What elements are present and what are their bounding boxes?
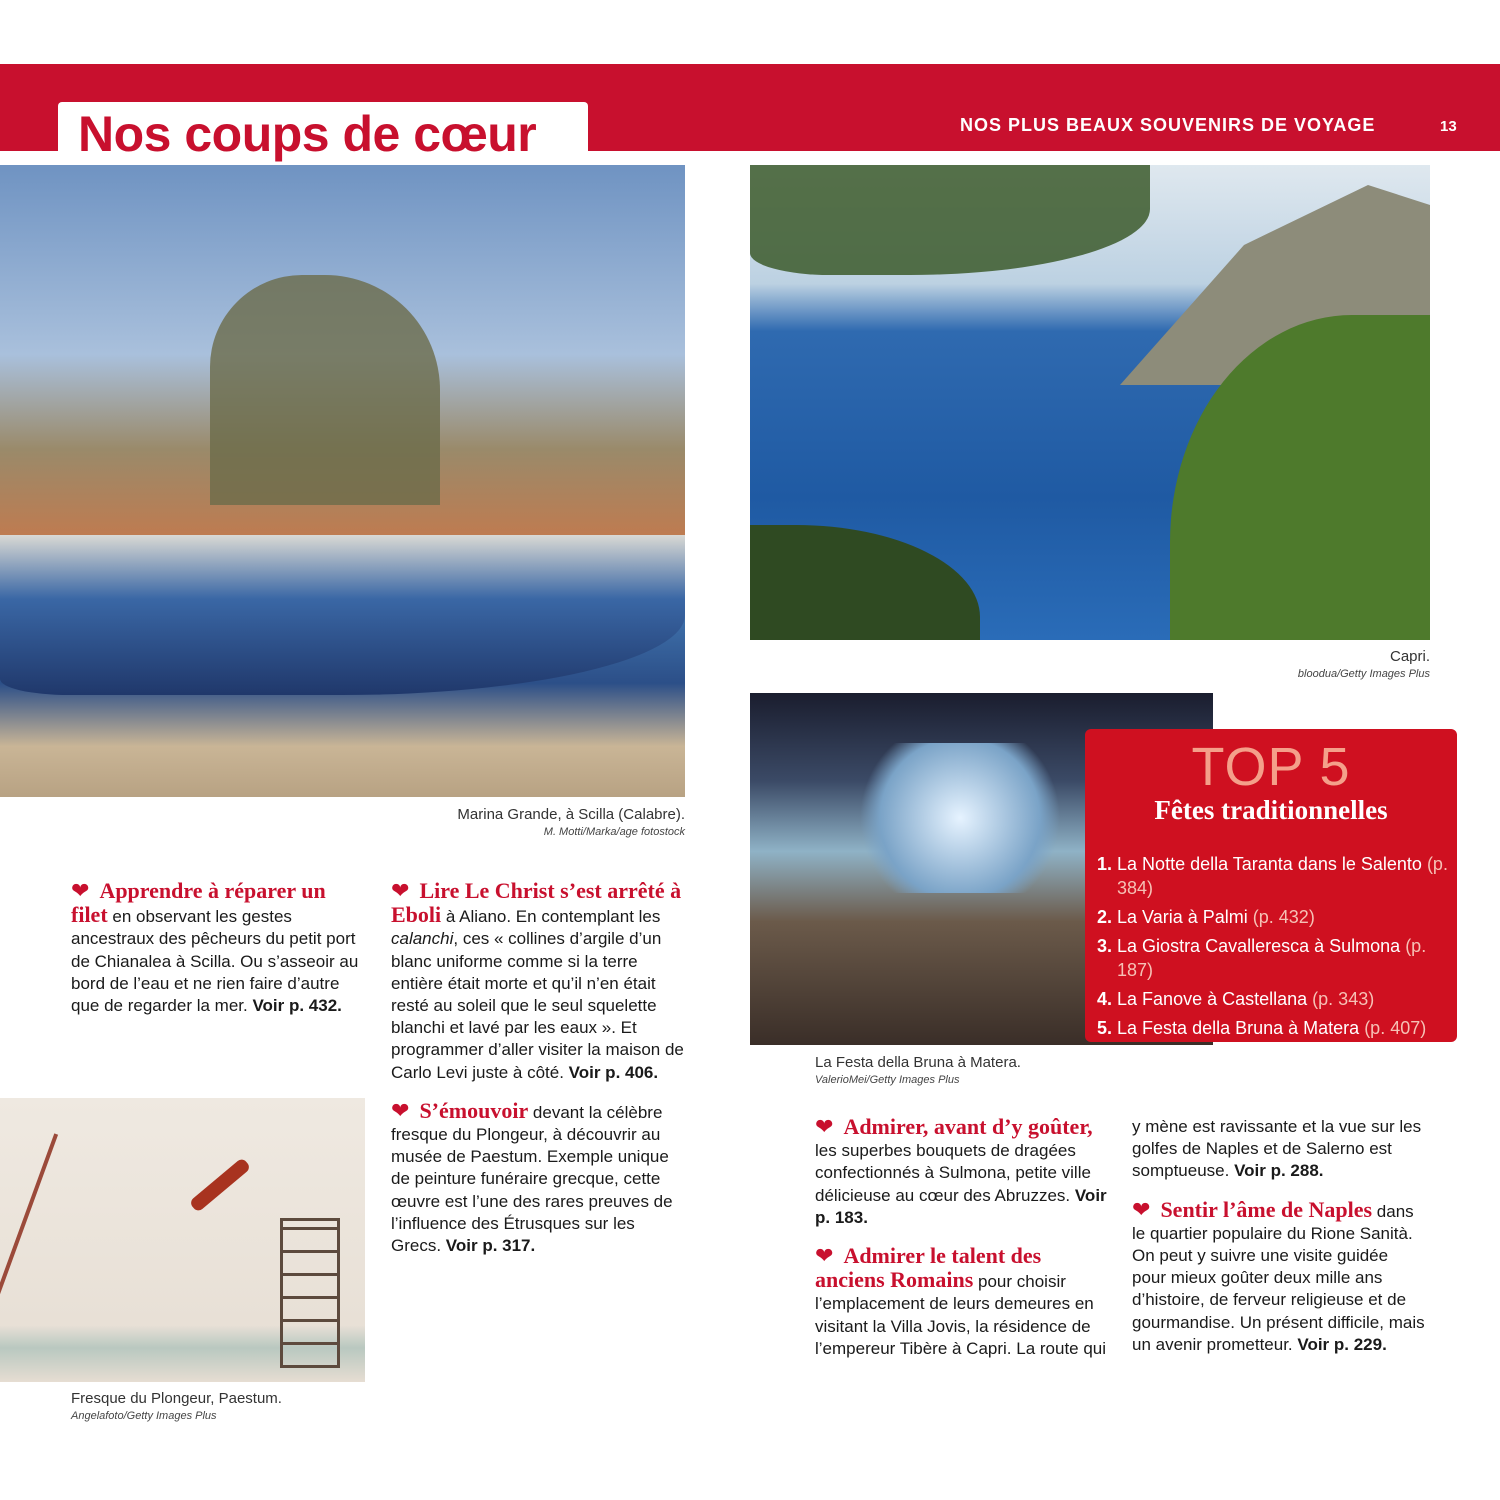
entry-title: Admirer le talent des anciens Romains [815, 1243, 1042, 1293]
entry-text: les superbes bouquets de dragées confectionnés à Sulmona, petite ville délicieuse au cœur des Abruzzes. [815, 1141, 1091, 1205]
item-label: La Giostra Cavalleresca à Sulmona [1117, 936, 1401, 956]
entry [391, 1097, 687, 1257]
top5-list [1097, 852, 1457, 1040]
scilla-photo [0, 165, 685, 797]
item-page: (p. 343) [1312, 989, 1375, 1009]
entry-ref: Voir p. 406. [568, 1062, 659, 1082]
heart-icon: ❤ [391, 1097, 410, 1123]
heart-icon: ❤ [71, 878, 90, 903]
capri-caption: Capri. [1389, 648, 1430, 665]
entry-title: Lire Le Christ s’est arrêté à Eboli [391, 878, 682, 928]
top5-item [1097, 905, 1457, 929]
page-title: Nos coups de cœur [78, 106, 537, 162]
text-column-2 [391, 880, 687, 1273]
scilla-credit: M. Motti/Marka/age fotostock [543, 826, 685, 838]
entry-text: devant la célèbre fresque du Plongeur, à découvrir au musée de Paestum. Exemple unique de peinture funéraire grecque, cette œuvre est l’une des rares preuves de l’influence des Étrusques sur les Grecs. [391, 1102, 673, 1256]
item-label: La Festa della Bruna à Matera [1117, 1018, 1360, 1038]
item-number: 4. [1097, 989, 1113, 1009]
item-page: (p. 187) [1117, 936, 1427, 980]
entry [1132, 1196, 1425, 1356]
scilla-caption: Marina Grande, à Scilla (Calabre). [457, 806, 685, 823]
top5-item [1097, 1016, 1457, 1040]
item-number: 5. [1097, 1018, 1113, 1038]
item-number: 3. [1097, 936, 1113, 956]
top5-subtitle: Fêtes traditionnelles [1154, 795, 1388, 825]
capri-photo [750, 165, 1430, 640]
text-column-1 [71, 880, 363, 1033]
item-number: 2. [1097, 907, 1113, 927]
item-page: (p. 407) [1364, 1018, 1427, 1038]
top5-item [1097, 934, 1457, 982]
item-label: La Notte della Taranta dans le Salento [1117, 854, 1422, 874]
capri-credit: bloodua/Getty Images Plus [1297, 668, 1430, 680]
item-number: 1. [1097, 854, 1113, 874]
item-label: La Fanove à Castellana [1117, 989, 1308, 1009]
running-head: NOS PLUS BEAUX SOUVENIRS DE VOYAGE [960, 115, 1376, 135]
fresco-caption: Fresque du Plongeur, Paestum. [71, 1390, 282, 1407]
matera-caption: La Festa della Bruna à Matera. [815, 1054, 1021, 1071]
page-number: 13 [1440, 118, 1457, 135]
fresco-photo [0, 1098, 365, 1382]
entry-text: , ces « collines d’argile d’un blanc uniforme comme si la terre entière était morte et qu’il n’en était resté au soleil que le seul squelette blanchi et lavé par les eaux ». Et programmer d’aller visiter la maison de Carlo Levi juste à côté. [391, 929, 684, 1082]
entry-text: dans le quartier populaire du Rione Sanità. On peut y suivre une visite guidée pour mieux goûter deux mille ans d’histoire, de ferveur religieuse et de gourmandise. Un présent difficile, mais un avenir prometteur. [1132, 1201, 1425, 1354]
heart-icon: ❤ [391, 878, 410, 903]
top5-item [1097, 987, 1457, 1011]
entry-title: Admirer, avant d’y goûter, [843, 1114, 1093, 1139]
heart-icon: ❤ [815, 1114, 834, 1139]
item-page: (p. 384) [1117, 854, 1448, 898]
entry [815, 1116, 1108, 1229]
entry-ref: Voir p. 288. [1234, 1161, 1324, 1181]
entry-ref: Voir p. 317. [445, 1236, 536, 1256]
entry-ref: Voir p. 432. [252, 996, 342, 1016]
entry-title: Apprendre à réparer un filet [71, 878, 326, 928]
matera-credit: ValerioMei/Getty Images Plus [815, 1074, 960, 1086]
entry-text: en observant les gestes ancestraux des pêcheurs du petit port de Chianalea à Scilla. Ou s’asseoir au bord de l’eau et ne rien faire d’autre que de regarder la mer. [71, 907, 359, 1016]
entry-ref: Voir p. 183. [815, 1185, 1107, 1227]
item-label: La Varia à Palmi [1117, 907, 1248, 927]
text-columns-right [815, 1116, 1425, 1396]
entry-italic: calanchi [391, 929, 454, 949]
top5-title: TOP 5 [1191, 737, 1351, 797]
entry-title: Sentir l’âme de Naples [1160, 1196, 1373, 1222]
entry [71, 880, 363, 1017]
entry [391, 880, 687, 1084]
top5-box [1085, 729, 1457, 1042]
entry-ref: Voir p. 229. [1297, 1334, 1387, 1354]
heart-icon: ❤ [815, 1243, 834, 1269]
entry-text: pour choisir l’emplacement de leurs demeures en visitant la Villa Jovis, la résidence de l’empereur Tibère à Capri. La route qui y mène est ravissante et la vue sur les golfes de Naples et de Salerno est somptueuse. [815, 1117, 1422, 1358]
fresco-credit: Angelafoto/Getty Images Plus [71, 1410, 217, 1422]
item-page: (p. 432) [1252, 907, 1315, 927]
top5-item [1097, 852, 1457, 900]
entry-text: à Aliano. En contemplant les [441, 907, 661, 927]
entry-title: S’émouvoir [419, 1097, 529, 1123]
heart-icon: ❤ [1132, 1196, 1151, 1222]
